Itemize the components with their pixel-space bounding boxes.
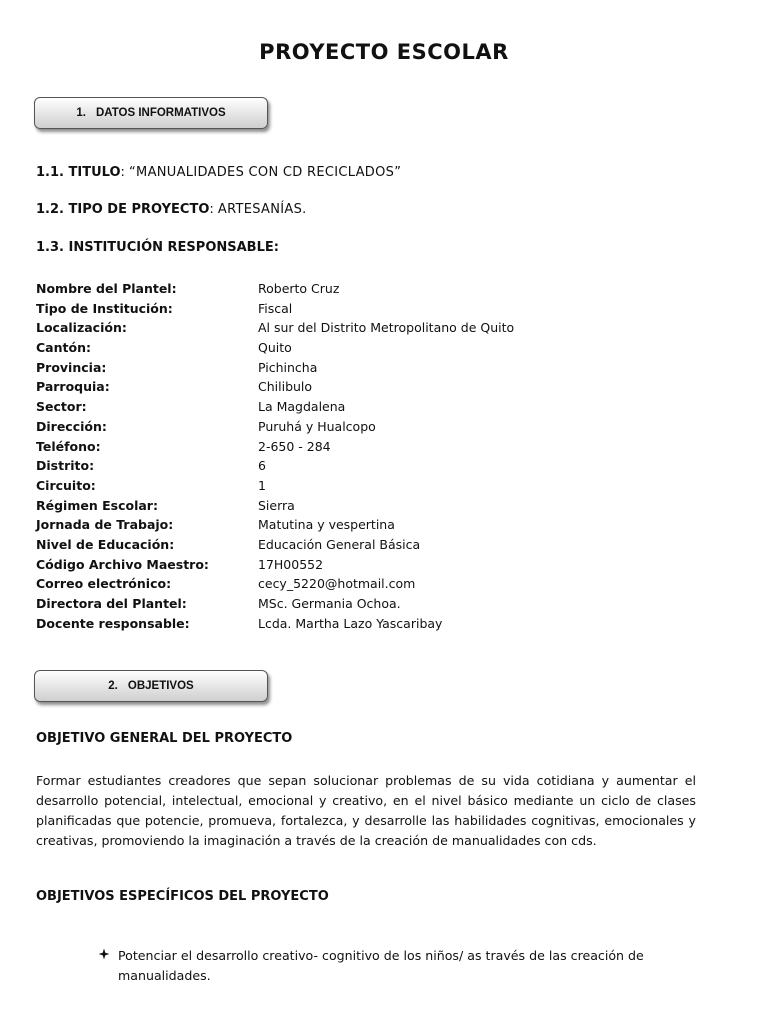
info-value: cecy_5220@hotmail.com bbox=[258, 576, 416, 592]
info-row bbox=[36, 318, 736, 338]
info-value: Roberto Cruz bbox=[258, 281, 340, 296]
info-row bbox=[36, 574, 736, 594]
info-label: Tipo de Institución: bbox=[36, 300, 173, 316]
titulo-line: 1.1. TITULO: “MANUALIDADES CON CD RECICLADOS” bbox=[36, 165, 402, 180]
titulo-value: “MANUALIDADES CON CD RECICLADOS” bbox=[129, 165, 402, 180]
info-row bbox=[36, 397, 736, 417]
info-row bbox=[36, 476, 736, 496]
objetivo-general-heading: OBJETIVO GENERAL DEL PROYECTO bbox=[36, 731, 293, 746]
info-row bbox=[36, 594, 736, 614]
objetivos-especificos-heading: OBJETIVOS ESPECÍFICOS DEL PROYECTO bbox=[36, 889, 329, 904]
section-box-objetivos bbox=[34, 670, 268, 702]
info-value: Fiscal bbox=[258, 300, 293, 316]
tipo-proyecto-label: 1.2. TIPO DE PROYECTO bbox=[36, 202, 210, 217]
info-label: Distrito: bbox=[36, 458, 95, 474]
info-label: Correo electrónico: bbox=[36, 576, 172, 592]
objetivo-especifico-text: Potenciar el desarrollo creativo- cognitivo de los niños/ as través de las creación de manualidades. bbox=[118, 948, 644, 983]
info-label: Provincia: bbox=[36, 359, 107, 375]
info-label: Parroquia: bbox=[36, 379, 110, 395]
section-box-datos-informativos bbox=[34, 97, 268, 129]
info-value: 1 bbox=[258, 477, 266, 493]
info-label: Teléfono: bbox=[36, 438, 101, 454]
objetivo-general-text: Formar estudiantes creadores que sepan solucionar problemas de su vida cotidiana y aumentar el desarrollo potencial, intelectual, emocional y creativo, en el nivel básico mediante un ciclo de clases planificadas que potencie, promueva, fortalezca, y desarrolle las habilidades cognitivas, emocionales y creativas, promoviendo la imaginación a través de la creación de manualidades con cds. bbox=[36, 773, 696, 848]
info-value: Pichincha bbox=[258, 359, 318, 375]
info-label: Dirección: bbox=[36, 418, 107, 434]
info-row bbox=[36, 535, 736, 555]
info-value: 17H00552 bbox=[258, 556, 324, 572]
info-label: Circuito: bbox=[36, 477, 96, 493]
info-label: Nivel de Educación: bbox=[36, 536, 175, 552]
info-value: Sierra bbox=[258, 497, 295, 513]
info-row bbox=[36, 338, 736, 358]
info-label: Directora del Plantel: bbox=[36, 596, 187, 611]
info-value: Matutina y vespertina bbox=[258, 517, 395, 533]
info-label: Código Archivo Maestro: bbox=[36, 556, 209, 572]
info-row bbox=[36, 417, 736, 437]
info-value: Chilibulo bbox=[258, 379, 313, 395]
info-label: Jornada de Trabajo: bbox=[36, 517, 174, 533]
info-value: 6 bbox=[258, 458, 266, 474]
section-label: DATOS INFORMATIVOS bbox=[95, 107, 226, 119]
info-row bbox=[36, 299, 736, 319]
info-value: Educación General Básica bbox=[258, 536, 421, 552]
info-row bbox=[36, 515, 736, 535]
tipo-proyecto-value: ARTESANÍAS. bbox=[217, 202, 307, 217]
info-label: Nombre del Plantel: bbox=[36, 281, 177, 296]
info-row bbox=[36, 358, 736, 378]
info-value: Lcda. Martha Lazo Yascaribay bbox=[258, 615, 443, 631]
info-label: Sector: bbox=[36, 399, 87, 415]
info-value: La Magdalena bbox=[258, 399, 346, 415]
info-label: Localización: bbox=[36, 320, 127, 336]
section-label: OBJETIVOS bbox=[127, 680, 194, 692]
section-number: 1. bbox=[76, 107, 86, 119]
section-number: 2. bbox=[108, 680, 118, 692]
info-label: Cantón: bbox=[36, 340, 91, 356]
info-row bbox=[36, 437, 736, 457]
info-value: Quito bbox=[258, 340, 292, 356]
institution-info-table bbox=[36, 279, 736, 633]
tipo-proyecto-line: 1.2. TIPO DE PROYECTO: ARTESANÍAS. bbox=[36, 202, 307, 217]
info-label: Régimen Escolar: bbox=[36, 497, 158, 513]
info-row bbox=[36, 614, 736, 634]
info-row bbox=[36, 555, 736, 575]
info-value: Puruhá y Hualcopo bbox=[258, 418, 376, 434]
info-value: 2-650 - 284 bbox=[258, 438, 331, 454]
info-row bbox=[36, 456, 736, 476]
info-value: Al sur del Distrito Metropolitano de Quito bbox=[258, 320, 515, 336]
page-title: PROYECTO ESCOLAR bbox=[259, 40, 509, 64]
institucion-heading: 1.3. INSTITUCIÓN RESPONSABLE: bbox=[36, 240, 279, 255]
diamond-bullet-icon bbox=[98, 946, 118, 986]
info-row bbox=[36, 496, 736, 516]
info-row bbox=[36, 279, 736, 299]
info-label: Docente responsable: bbox=[36, 615, 190, 631]
list-item bbox=[98, 946, 678, 986]
titulo-label: 1.1. TITULO bbox=[36, 165, 121, 180]
info-row bbox=[36, 377, 736, 397]
info-value: MSc. Germania Ochoa. bbox=[258, 596, 401, 611]
